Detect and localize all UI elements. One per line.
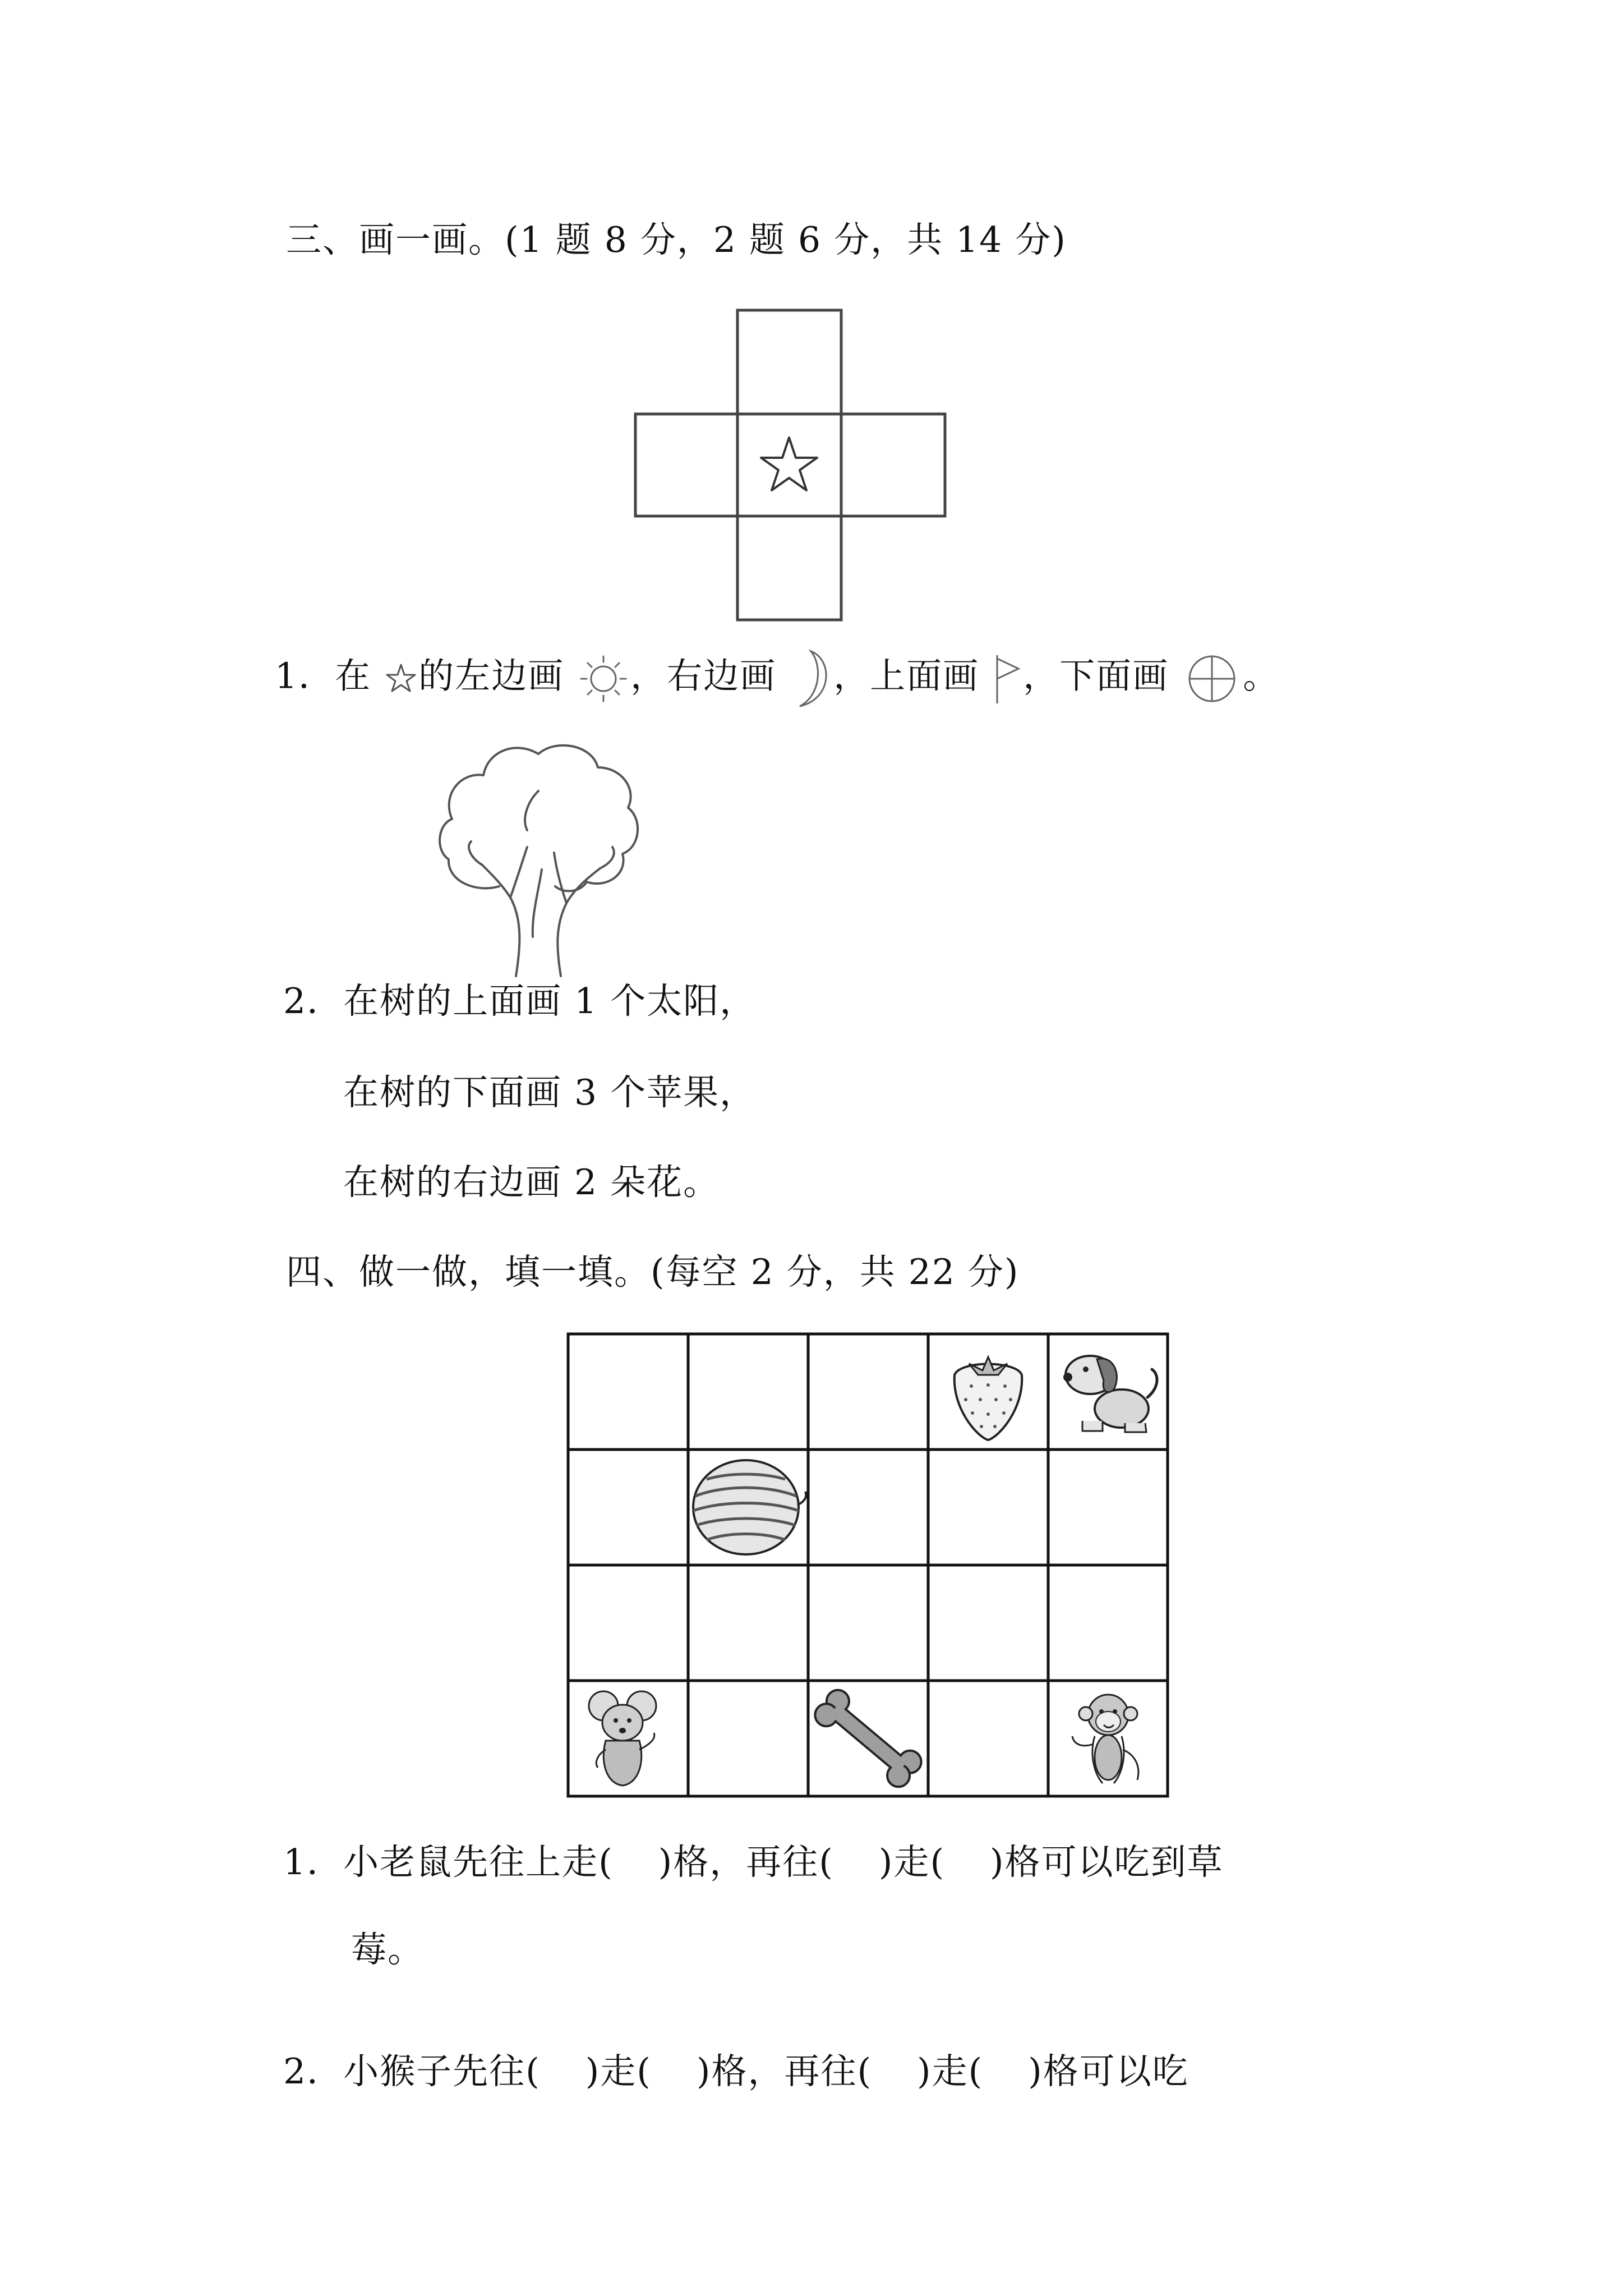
section3-q2-line1: 2．在树的上面画 1 个太阳， <box>283 981 757 1022</box>
net-cell-right <box>841 414 945 516</box>
section3-heading: 三、画一画。(1 题 8 分，2 题 6 分，共 14 分) <box>286 219 1067 260</box>
net-cell-top <box>737 310 841 414</box>
dog-icon <box>1063 1356 1157 1432</box>
bone-icon <box>810 1686 926 1792</box>
section3-q2-line3: 在树的右边画 2 朵花。 <box>343 1162 720 1203</box>
star-icon <box>761 438 817 490</box>
strawberry-icon <box>955 1357 1022 1440</box>
net-cell-left <box>635 414 737 516</box>
q1-number: 1． <box>275 655 335 697</box>
sun-icon <box>577 652 630 706</box>
section4-q1-continued: 莓。 <box>351 1929 424 1970</box>
section4-heading: 四、做一做，填一填。(每空 2 分，共 22 分) <box>286 1251 1020 1292</box>
q2-number: 2． <box>283 981 344 1022</box>
small-star-icon <box>384 661 418 696</box>
section3-q2-line2: 在树的下面画 3 个苹果， <box>343 1072 757 1113</box>
section3-q1: 1．在 的左边画 ，右边画 ，上面画 ，下面画 。 <box>275 648 1279 710</box>
section4-q1: 1．小老鼠先往上走( )格，再往( )走( )格可以吃到草 <box>283 1842 1224 1883</box>
s4-q1-number: 1． <box>283 1842 344 1883</box>
flag-icon <box>992 652 1023 706</box>
position-grid <box>566 1332 1169 1798</box>
net-cell-bottom <box>737 516 841 620</box>
section4-q2: 2．小猴子先往( )走( )格，再往( )走( )格可以吃 <box>283 2051 1189 2092</box>
watermelon-icon <box>693 1460 806 1554</box>
moon-icon <box>789 648 833 710</box>
s4-q2-number: 2． <box>283 2051 344 2092</box>
circle-cross-icon <box>1181 652 1243 706</box>
net-cell-center <box>737 414 841 516</box>
monkey-icon <box>1072 1695 1138 1783</box>
tree-illustration <box>432 735 645 976</box>
mouse-icon <box>589 1691 656 1786</box>
cross-net-figure <box>634 309 948 623</box>
